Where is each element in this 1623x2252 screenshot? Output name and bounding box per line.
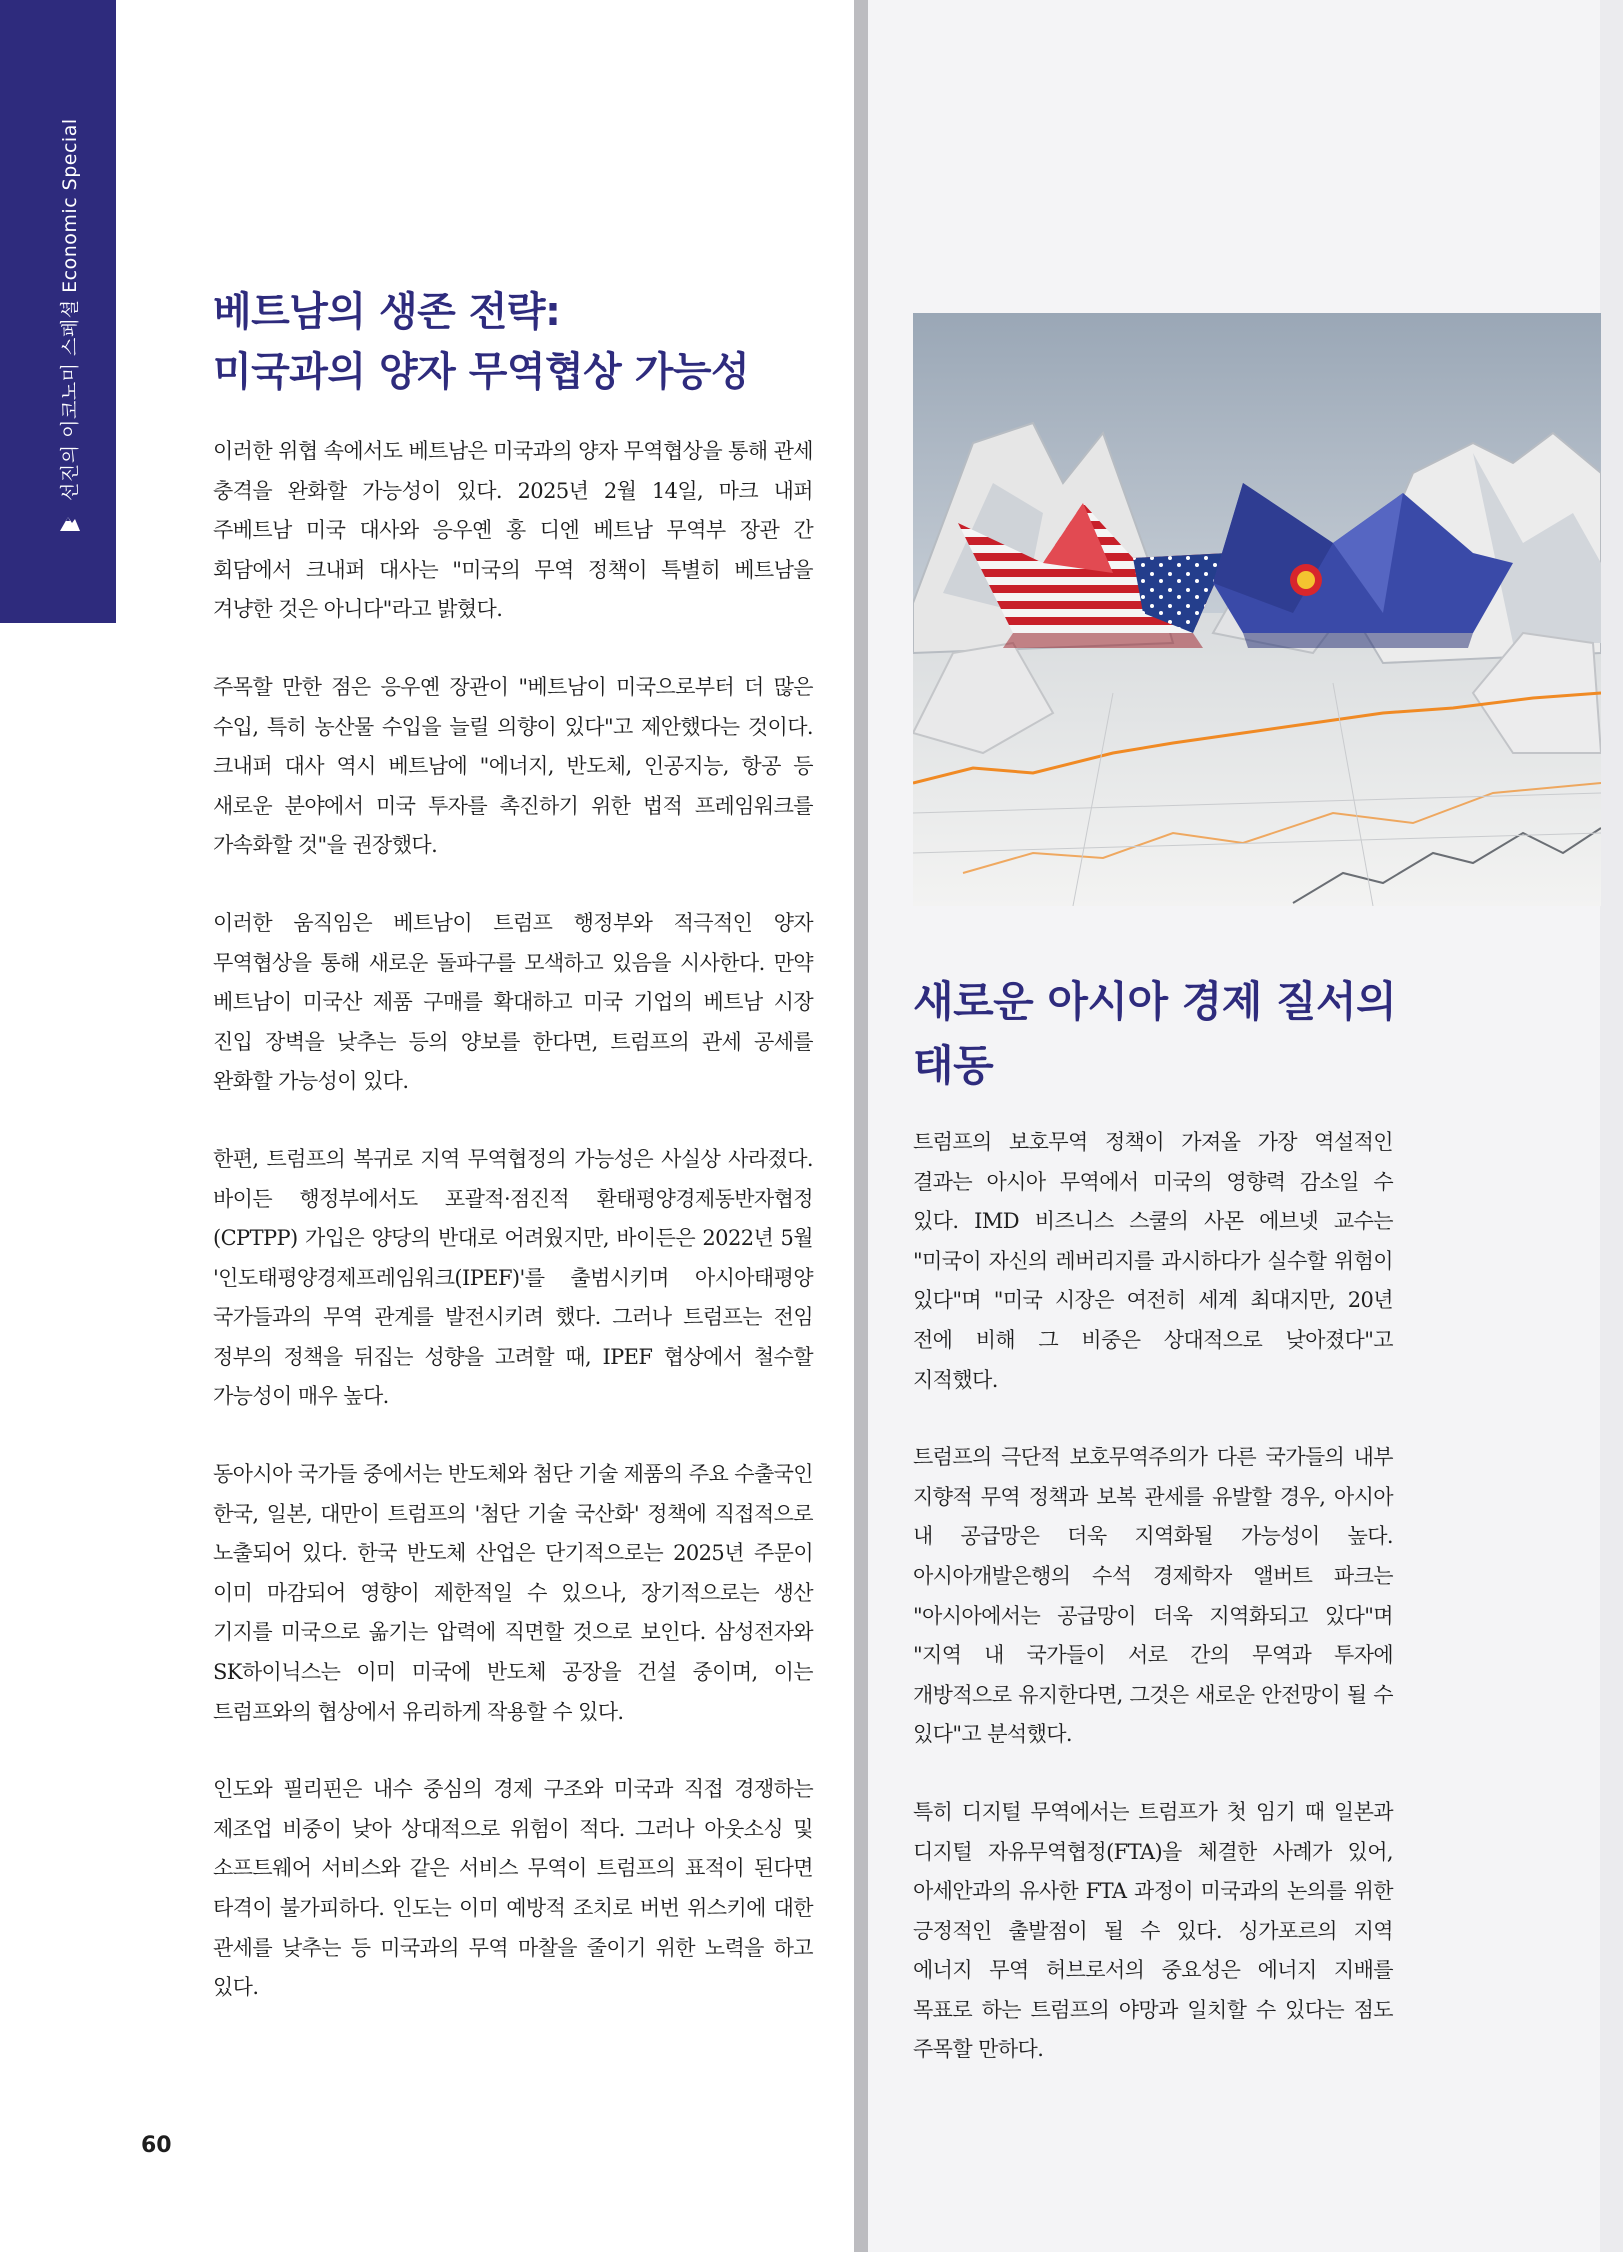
paragraph: 이러한 위협 속에서도 베트남은 미국과의 양자 무역협상을 통해 관세 충격을 완화할 가능성이 있다. 2025년 2월 14일, 마크 내퍼 주베트남 미국 대사와 응우옌 홍 디엔 베트남 무역부 장관 간 회담에서 크내퍼 대사는 "미국의 무역 정책이 특별히 베트남을 겨냥한 것은 아니다"라고 밝혔다. [213, 439, 813, 622]
heading-line-2: 미국과의 양자 무역협상 가능성 [213, 349, 750, 395]
paragraph: 트럼프의 극단적 보호무역주의가 다른 국가들의 내부 지향적 무역 정책과 보복 관세를 유발할 경우, 아시아 내 공급망은 더욱 지역화될 가능성이 높다. 아시아개발은행의 수석 경제학자 앨버트 파크는 "아시아에서는 공급망이 더욱 지역화되고 있다"며 "지역 내 국가들이 서로 간의 무역과 투자에 개방적으로 유지한다면, 그것은 새로운 안전망이 될 수 있다"고 분석했다. [913, 1445, 1393, 1747]
paragraph: 한편, 트럼프의 복귀로 지역 무역협정의 가능성은 사실상 사라졌다. 바이든 행정부에서도 포괄적·점진적 환태평양경제동반자협정(CPTPP) 가입은 양당의 반대로 어려웠지만, 바이든은 2022년 5월 '인도태평양경제프레임워크(IPEF)'를 출범시키며 아시아태평양 국가들과의 무역 관계를 발전시키려 했다. 그러나 트럼프는 전임 정부의 정책을 뒤집는 성향을 고려할 때, IPEF 협상에서 철수할 가능성이 매우 높다. [213, 1146, 813, 1409]
right-edge-strip [1600, 0, 1623, 2252]
section-heading-asia-order [913, 970, 1413, 1098]
heading-line-1: 베트남의 생존 전략: [213, 289, 561, 335]
page-number: 60 [141, 2133, 172, 2158]
paragraph: 주목할 만한 점은 응우옌 장관이 "베트남이 미국으로부터 더 많은 수입, 특히 농산물 수입을 늘릴 의향이 있다"고 제안했다는 것이다. 크내퍼 대사 역시 베트남에 "에너지, 반도체, 인공지능, 항공 등 새로운 분야에서 미국 투자를 촉진하기 위한 법적 프레임워크를 가속화할 것"을 권장했다. [213, 674, 813, 858]
left-column-body [213, 432, 813, 2046]
paragraph: 이러한 움직임은 베트남이 트럼프 행정부와 적극적인 양자 무역협상을 통해 새로운 돌파구를 모색하고 있음을 시사한다. 만약 베트남이 미국산 제품 구매를 확대하고 미국 기업의 베트남 시장 진입 장벽을 낮추는 등의 양보를 한다면, 트럼프의 관세 공세를 완화할 가능성이 있다. [213, 910, 813, 1094]
section-heading-vietnam [213, 282, 813, 402]
right-column-body [913, 1123, 1393, 2108]
mountain-logo-icon [59, 512, 81, 532]
sidebar-section-label [58, 118, 82, 533]
column-divider [854, 0, 868, 2252]
paragraph: 트럼프의 보호무역 정책이 가져올 가장 역설적인 결과는 아시아 무역에서 미국의 영향력 감소일 수 있다. IMD 비즈니스 스쿨의 사몬 에브넷 교수는 "미국이 자신의 레버리지를 과시하다가 실수할 위험이 있다"며 "미국 시장은 여전히 세계 최대지만, 20년 전에 비해 그 비중은 상대적으로 낮아졌다"고 지적했다. [913, 1130, 1393, 1392]
heading-line-2: 태동 [913, 1041, 994, 1090]
paragraph: 인도와 필리핀은 내수 중심의 경제 구조와 미국과 직접 경쟁하는 제조업 비중이 낮아 상대적으로 위험이 적다. 그러나 아웃소싱 및 소프트웨어 서비스와 같은 서비스 무역이 트럼프의 표적이 된다면 타격이 불가피하다. 인도는 이미 예방적 조치로 버번 위스키에 대한 관세를 낮추는 등 미국과의 무역 마찰을 줄이기 위한 노력을 하고 있다. [213, 1777, 813, 2000]
paragraph: 동아시아 국가들 중에서는 반도체와 첨단 기술 제품의 주요 수출국인 한국, 일본, 대만이 트럼프의 '첨단 기술 국산화' 정책에 직접적으로 노출되어 있다. 한국 반도체 산업은 단기적으로는 2025년 주문이 이미 마감되어 영향이 제한적일 수 있으나, 장기적으로는 생산 기지를 미국으로 옮기는 압력에 직면할 것으로 보인다. 삼성전자와 SK하이닉스는 이미 미국에 반도체 공장을 건설 중이며, 이는 트럼프와의 협상에서 유리하게 작용할 수 있다. [213, 1462, 813, 1724]
heading-line-1: 새로운 아시아 경제 질서의 [913, 977, 1397, 1026]
paper-boats-photo [913, 313, 1601, 906]
sidebar-label-text: 선진의 이코노미 스페셜 Economic Special [59, 118, 81, 501]
paragraph: 특히 디지털 무역에서는 트럼프가 첫 임기 때 일본과 디지털 자유무역협정(FTA)을 체결한 사례가 있어, 아세안과의 유사한 FTA 과정이 미국과의 논의를 위한 긍정적인 출발점이 될 수 있다. 싱가포르의 지역 에너지 무역 허브로서의 중요성은 에너지 지배를 목표로 하는 트럼프의 야망과 일치할 수 있다는 점도 주목할 만하다. [913, 1799, 1393, 2062]
